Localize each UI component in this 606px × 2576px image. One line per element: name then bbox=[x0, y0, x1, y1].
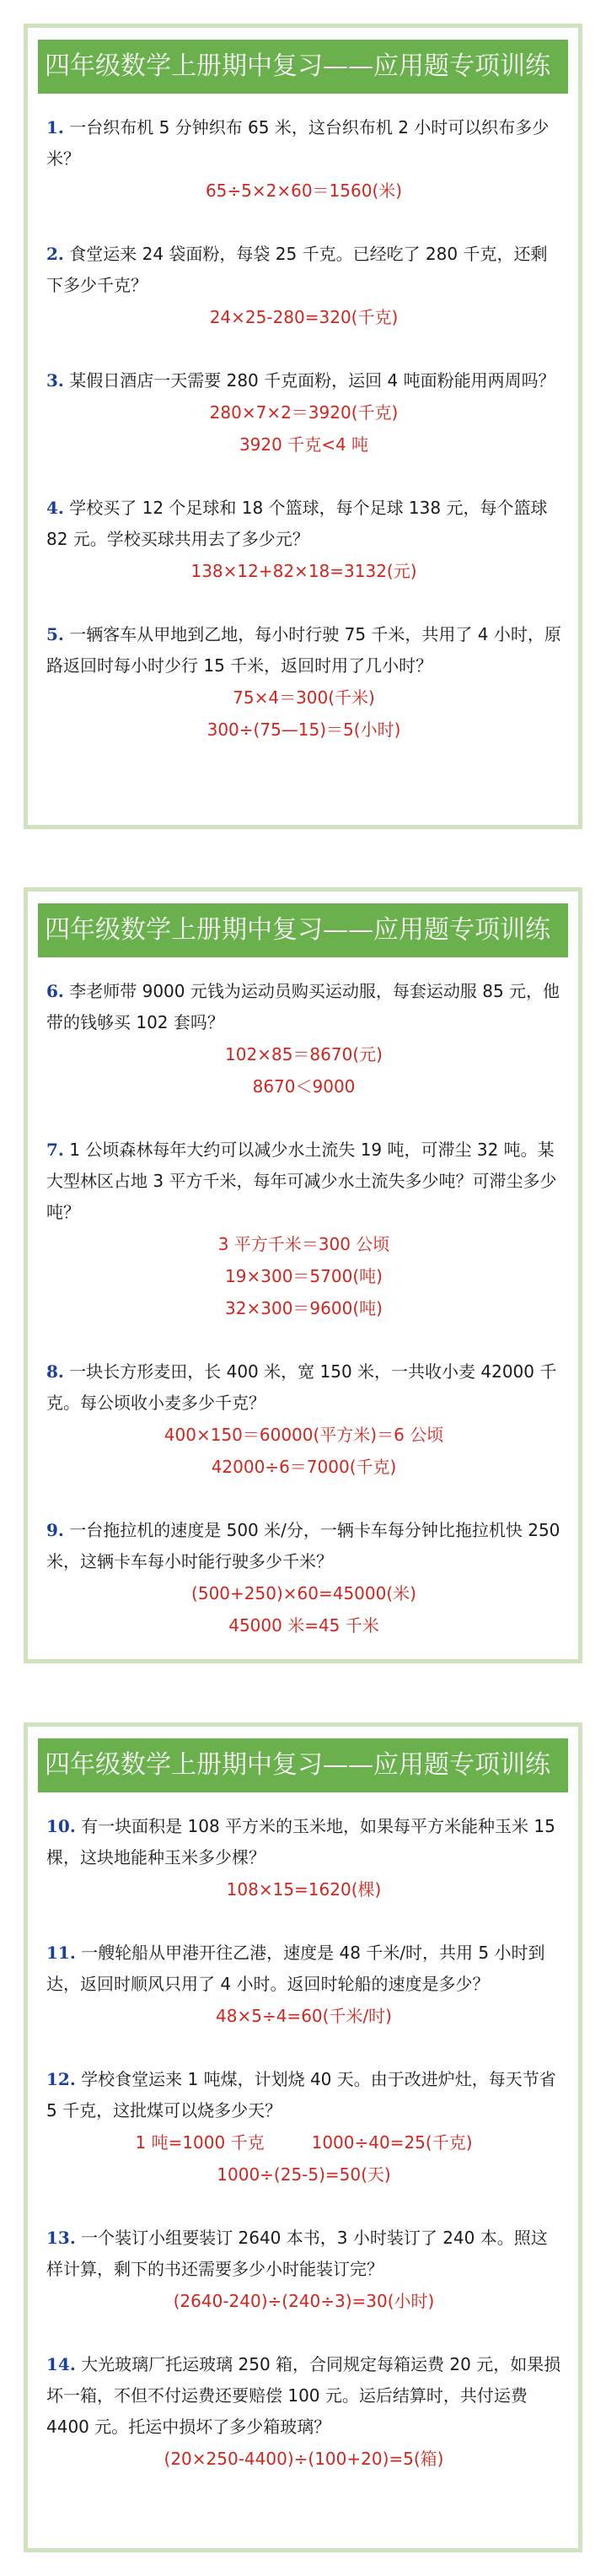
question bbox=[46, 2223, 561, 2285]
question-text: 一块长方形麦田，长 400 米，宽 150 米，一共收小麦 42000 千克。每公顷收小麦多少千克？ bbox=[46, 1361, 557, 1413]
problem-number: 7. bbox=[46, 1140, 64, 1160]
problem-number: 14. bbox=[46, 2354, 76, 2374]
question-text: 一台拖拉机的速度是 500 米/分，一辆卡车每分钟比拖拉机快 250 米，这辆卡车每小时能行驶多少千米？ bbox=[46, 1520, 560, 1571]
answer-line: 32×300＝9600(吨) bbox=[225, 1298, 383, 1318]
answer-line: 65÷5×2×60＝1560(米) bbox=[205, 181, 403, 201]
problem-number: 9. bbox=[46, 1520, 64, 1540]
answer-line: 8670＜9000 bbox=[252, 1076, 356, 1097]
problem-1 bbox=[46, 112, 561, 207]
problem-6 bbox=[46, 976, 561, 1102]
question bbox=[46, 1356, 561, 1419]
question bbox=[46, 365, 561, 396]
answer-line: 3 平方千米＝300 公顷 bbox=[217, 1234, 390, 1254]
answer-line: 48×5÷4=60(千米/时) bbox=[216, 2006, 392, 2026]
answer-line: 1000÷(25-5)=50(天) bbox=[217, 2164, 391, 2185]
question-text: 食堂运来 24 袋面粉，每袋 25 千克。已经吃了 280 千克，还剩下多少千克？ bbox=[46, 244, 548, 295]
worksheet-card-3 bbox=[24, 1722, 582, 2552]
problem-5 bbox=[46, 619, 561, 746]
question-text: 学校买了 12 个足球和 18 个篮球，每个足球 138 元，每个篮球 82 元。学校买球共用去了多少元？ bbox=[46, 498, 548, 549]
question bbox=[46, 619, 561, 682]
problem-9 bbox=[46, 1515, 561, 1641]
problem-number: 13. bbox=[46, 2228, 76, 2248]
question-text: 大光玻璃厂托运玻璃 250 箱，合同规定每箱运费 20 元，如果损坏一箱，不但不付运费还要赔偿 100 元。运后结算时，共付运费 4400 元。托运中损坏了多少箱玻璃？ bbox=[46, 2354, 561, 2437]
problem-14 bbox=[46, 2349, 561, 2475]
problem-7 bbox=[46, 1134, 561, 1324]
question-text: 一个装订小组要装订 2640 本书，3 小时装订了 240 本。照这样计算，剩下的书还需要多少小时能装订完？ bbox=[46, 2228, 548, 2279]
worksheet-title: 四年级数学上册期中复习——应用题专项训练 bbox=[38, 40, 568, 94]
problem-number: 10. bbox=[46, 1816, 76, 1836]
worksheet-title: 四年级数学上册期中复习——应用题专项训练 bbox=[38, 903, 568, 957]
question-text: 学校食堂运来 1 吨煤，计划烧 40 天。由于改进炉灶，每天节省 5 千克，这批煤可以烧多少天？ bbox=[46, 2069, 556, 2121]
question bbox=[46, 1515, 561, 1577]
answer-part: 1000÷40=25(千克) bbox=[311, 2132, 473, 2153]
answer-line: (20×250-4400)÷(100+20)=5(箱) bbox=[164, 2449, 444, 2469]
answer-line: 75×4＝300(千米) bbox=[233, 687, 375, 708]
question bbox=[46, 1134, 561, 1228]
problem-number: 6. bbox=[46, 981, 64, 1001]
problem-number: 2. bbox=[46, 244, 64, 264]
answer-line: 19×300＝5700(吨) bbox=[225, 1266, 383, 1286]
answer-line: 3920 千克<4 吨 bbox=[239, 434, 369, 455]
problem-12 bbox=[46, 2064, 561, 2191]
question-text: 一辆客车从甲地到乙地，每小时行驶 75 千米，共用了 4 小时，原路返回时每小时少行 15 千米，返回时用了几小时？ bbox=[46, 624, 561, 676]
question bbox=[46, 1811, 561, 1873]
question bbox=[46, 2064, 561, 2126]
question bbox=[46, 2349, 561, 2443]
answer-line: 42000÷6＝7000(千克) bbox=[211, 1457, 397, 1477]
question bbox=[46, 1937, 561, 2000]
answer-line: 102×85＝8670(元) bbox=[225, 1044, 383, 1064]
answer-line: (500+250)×60=45000(米) bbox=[191, 1583, 416, 1603]
question-text: 1 公顷森林每年大约可以减少水土流失 19 吨，可滞尘 32 吨。某大型林区占地 3 平方千米，每年可减少水土流失多少吨？可滞尘多少吨？ bbox=[46, 1140, 557, 1222]
answer-line: 45000 米=45 千米 bbox=[228, 1615, 379, 1636]
answer-line: 300÷(75—15)＝5(小时) bbox=[206, 719, 401, 740]
question bbox=[46, 112, 561, 175]
problem-number: 12. bbox=[46, 2069, 76, 2089]
problem-8 bbox=[46, 1356, 561, 1483]
problem-number: 5. bbox=[46, 624, 64, 644]
question-text: 有一块面积是 108 平方米的玉米地，如果每平方米能种玉米 15 棵，这块地能种玉米多少棵？ bbox=[46, 1816, 555, 1867]
worksheet-title: 四年级数学上册期中复习——应用题专项训练 bbox=[38, 1738, 568, 1792]
problem-10 bbox=[46, 1811, 561, 1905]
answer-line: 108×15=1620(棵) bbox=[226, 1879, 382, 1900]
problem-number: 4. bbox=[46, 498, 64, 518]
answer-line: 400×150＝60000(平方米)＝6 公顷 bbox=[164, 1425, 444, 1445]
answer-line: 24×25-280=320(千克) bbox=[209, 307, 399, 327]
question bbox=[46, 976, 561, 1038]
answer-line bbox=[46, 2126, 561, 2158]
problem-number: 8. bbox=[46, 1361, 64, 1382]
problem-4 bbox=[46, 493, 561, 587]
question-text: 李老师带 9000 元钱为运动员购买运动服，每套运动服 85 元，他带的钱够买 102 套吗？ bbox=[46, 981, 560, 1032]
question bbox=[46, 239, 561, 301]
problem-number: 11. bbox=[46, 1943, 76, 1963]
problem-11 bbox=[46, 1937, 561, 2032]
answer-part: 1 吨=1000 千克 bbox=[135, 2132, 265, 2153]
answer-line: (2640-240)÷(240÷3)=30(小时) bbox=[173, 2291, 435, 2311]
worksheet-card-2 bbox=[24, 887, 582, 1663]
question-text: 一台织布机 5 分钟织布 65 米，这台织布机 2 小时可以织布多少米？ bbox=[46, 117, 550, 169]
answer-line: 138×12+82×18=3132(元) bbox=[190, 561, 417, 581]
question-text: 某假日酒店一天需要 280 千克面粉，运回 4 吨面粉能用两周吗？ bbox=[69, 370, 555, 391]
worksheet-card-1 bbox=[24, 24, 582, 829]
problem-2 bbox=[46, 239, 561, 333]
problem-number: 1. bbox=[46, 117, 64, 137]
question-text: 一艘轮船从甲港开往乙港，速度是 48 千米/时，共用 5 小时到达，返回时顺风只用了 4 小时。返回时轮船的速度是多少？ bbox=[46, 1943, 545, 1994]
problem-13 bbox=[46, 2223, 561, 2317]
question bbox=[46, 493, 561, 555]
answer-line: 280×7×2＝3920(千克) bbox=[209, 402, 399, 423]
problem-3 bbox=[46, 365, 561, 461]
problem-number: 3. bbox=[46, 370, 64, 391]
